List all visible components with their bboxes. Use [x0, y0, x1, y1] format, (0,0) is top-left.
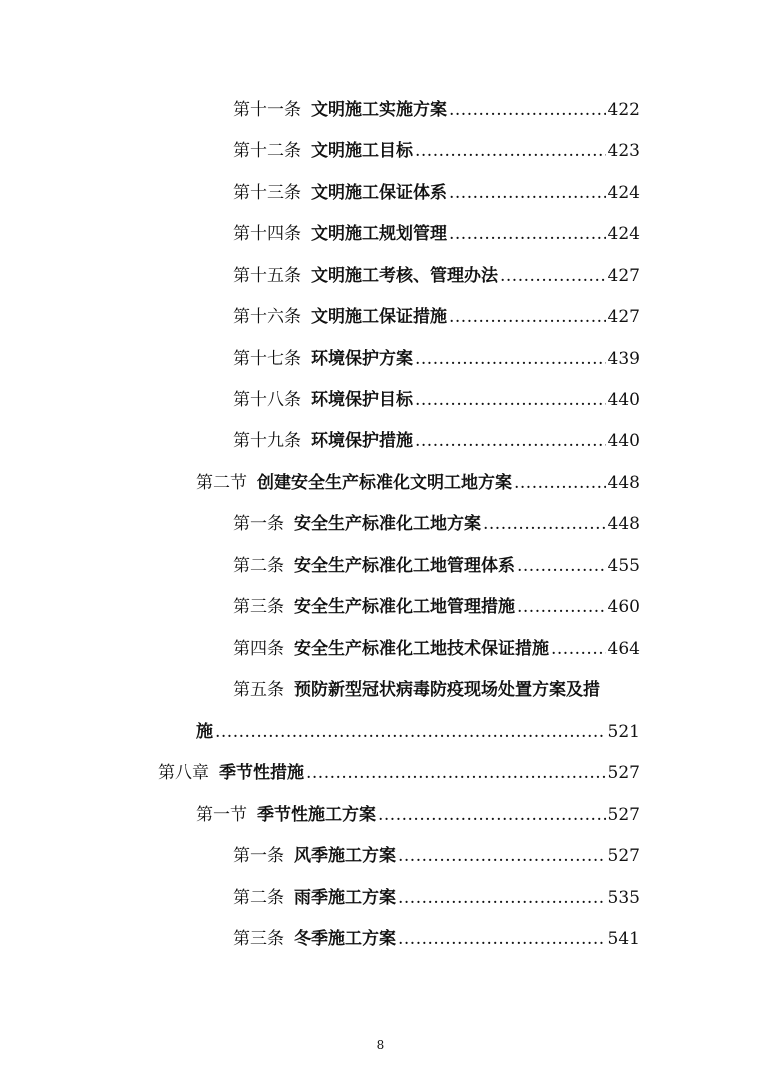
- toc-entry-number: 第三条: [233, 597, 284, 617]
- toc-entry-title: 安全生产标准化工地管理体系: [294, 556, 515, 576]
- toc-entry-number: 第一节: [196, 805, 247, 825]
- toc-entry-title: 季节性施工方案: [257, 805, 376, 825]
- toc-entry-page: 460: [607, 597, 640, 617]
- toc-entry-title: 预防新型冠状病毒防疫现场处置方案及措: [294, 680, 600, 700]
- toc-entry-number: 第二条: [233, 556, 284, 576]
- toc-entry[interactable]: [233, 638, 640, 660]
- toc-dot-leader: [483, 513, 606, 535]
- toc-entry-number: 第五条: [233, 680, 284, 700]
- toc-entry-number: 第三条: [233, 929, 284, 949]
- toc-dot-leader: [398, 928, 606, 950]
- toc-dot-leader: [378, 804, 606, 826]
- toc-entry-page: 422: [607, 100, 640, 120]
- page-number: 8: [376, 1038, 385, 1052]
- toc-dot-leader: [500, 265, 606, 287]
- toc-entry-number: 第一条: [233, 846, 284, 866]
- toc-entry-title: 冬季施工方案: [294, 929, 396, 949]
- toc-entry-number: 第十八条: [233, 390, 301, 410]
- toc-entry-page: 440: [607, 390, 640, 410]
- toc-entry-number: 第四条: [233, 639, 284, 659]
- toc-entry-page: 541: [607, 929, 640, 949]
- toc-entry-title: 文明施工规划管理: [311, 224, 447, 244]
- toc-entry[interactable]: [233, 887, 640, 909]
- toc-dot-leader: [449, 182, 606, 204]
- toc-dot-leader: [449, 306, 606, 328]
- toc-entry-number: 第十三条: [233, 183, 301, 203]
- toc-entry-page: 424: [607, 224, 640, 244]
- toc-entry[interactable]: [233, 845, 640, 867]
- toc-dot-leader: [398, 845, 606, 867]
- toc-entry[interactable]: [233, 182, 640, 204]
- toc-dot-leader: [415, 430, 606, 452]
- toc-entry-number: 第十六条: [233, 307, 301, 327]
- toc-entry-title-continued: 施: [196, 722, 213, 742]
- toc-entry[interactable]: [233, 99, 640, 121]
- toc-dot-leader: [514, 472, 606, 494]
- toc-entry-number: 第一条: [233, 514, 284, 534]
- toc-chapter-entry[interactable]: [158, 762, 640, 784]
- toc-entry-title: 文明施工实施方案: [311, 100, 447, 120]
- toc-entry-title: 安全生产标准化工地技术保证措施: [294, 639, 549, 659]
- toc-entry-number: 第十一条: [233, 100, 301, 120]
- toc-entry-number: 第十九条: [233, 431, 301, 451]
- toc-entry-page: 423: [607, 141, 640, 161]
- toc-entry-number: 第十二条: [233, 141, 301, 161]
- toc-entry[interactable]: [233, 513, 640, 535]
- toc-entry[interactable]: [233, 140, 640, 162]
- toc-entry-title: 安全生产标准化工地管理措施: [294, 597, 515, 617]
- toc-dot-leader: [306, 762, 606, 784]
- toc-entry-title: 文明施工目标: [311, 141, 413, 161]
- toc-entry[interactable]: [233, 223, 640, 245]
- toc-entry-page: 424: [607, 183, 640, 203]
- toc-entry-page: 448: [607, 514, 640, 534]
- toc-entry[interactable]: [233, 389, 640, 411]
- toc-dot-leader: [415, 389, 606, 411]
- toc-entry-title: 文明施工保证体系: [311, 183, 447, 203]
- toc-entry-title: 环境保护目标: [311, 390, 413, 410]
- toc-dot-leader: [215, 721, 606, 743]
- toc-dot-leader: [517, 596, 606, 618]
- toc-entry-number: 第八章: [158, 763, 209, 783]
- toc-entry-page: 521: [607, 722, 640, 742]
- toc-entry-page: 427: [607, 266, 640, 286]
- toc-entry-page: 535: [607, 888, 640, 908]
- toc-entry-number: 第二节: [196, 473, 247, 493]
- toc-entry-number: 第十四条: [233, 224, 301, 244]
- toc-entry-number: 第十五条: [233, 266, 301, 286]
- toc-dot-leader: [415, 140, 606, 162]
- toc-entry-title: 文明施工保证措施: [311, 307, 447, 327]
- toc-entry-page: 427: [607, 307, 640, 327]
- toc-entry-title: 环境保护方案: [311, 349, 413, 369]
- toc-entry-page: 527: [607, 763, 640, 783]
- toc-dot-leader: [517, 555, 606, 577]
- toc-entry-title: 文明施工考核、管理办法: [311, 266, 498, 286]
- toc-entry-page: 448: [607, 473, 640, 493]
- toc-entry[interactable]: [233, 555, 640, 577]
- toc-entry-page: 527: [607, 805, 640, 825]
- toc-entry-page: 439: [607, 349, 640, 369]
- toc-entry[interactable]: [233, 430, 640, 452]
- toc-entry-page: 527: [607, 846, 640, 866]
- toc-entry-title: 季节性措施: [219, 763, 304, 783]
- toc-entry-title: 环境保护措施: [311, 431, 413, 451]
- toc-entry-page: 440: [607, 431, 640, 451]
- toc-entry[interactable]: [233, 596, 640, 618]
- toc-dot-leader: [415, 348, 606, 370]
- toc-section-entry[interactable]: [196, 472, 640, 494]
- toc-entry-number: 第十七条: [233, 349, 301, 369]
- toc-dot-leader: [551, 638, 606, 660]
- toc-entry-title: 雨季施工方案: [294, 888, 396, 908]
- toc-entry-page: 464: [607, 639, 640, 659]
- toc-dot-leader: [398, 887, 606, 909]
- toc-dot-leader: [449, 223, 606, 245]
- toc-entry-title: 风季施工方案: [294, 846, 396, 866]
- toc-entry-title: 创建安全生产标准化文明工地方案: [257, 473, 512, 493]
- toc-section-entry[interactable]: [196, 804, 640, 826]
- toc-entry-page: 455: [607, 556, 640, 576]
- toc-entry-number: 第二条: [233, 888, 284, 908]
- toc-entry[interactable]: [233, 928, 640, 950]
- toc-entry[interactable]: [233, 348, 640, 370]
- toc-entry-continuation[interactable]: [196, 721, 640, 743]
- toc-entry-title: 安全生产标准化工地方案: [294, 514, 481, 534]
- toc-entry[interactable]: [233, 306, 640, 328]
- toc-entry[interactable]: [233, 679, 640, 701]
- toc-dot-leader: [449, 99, 606, 121]
- toc-entry[interactable]: [233, 265, 640, 287]
